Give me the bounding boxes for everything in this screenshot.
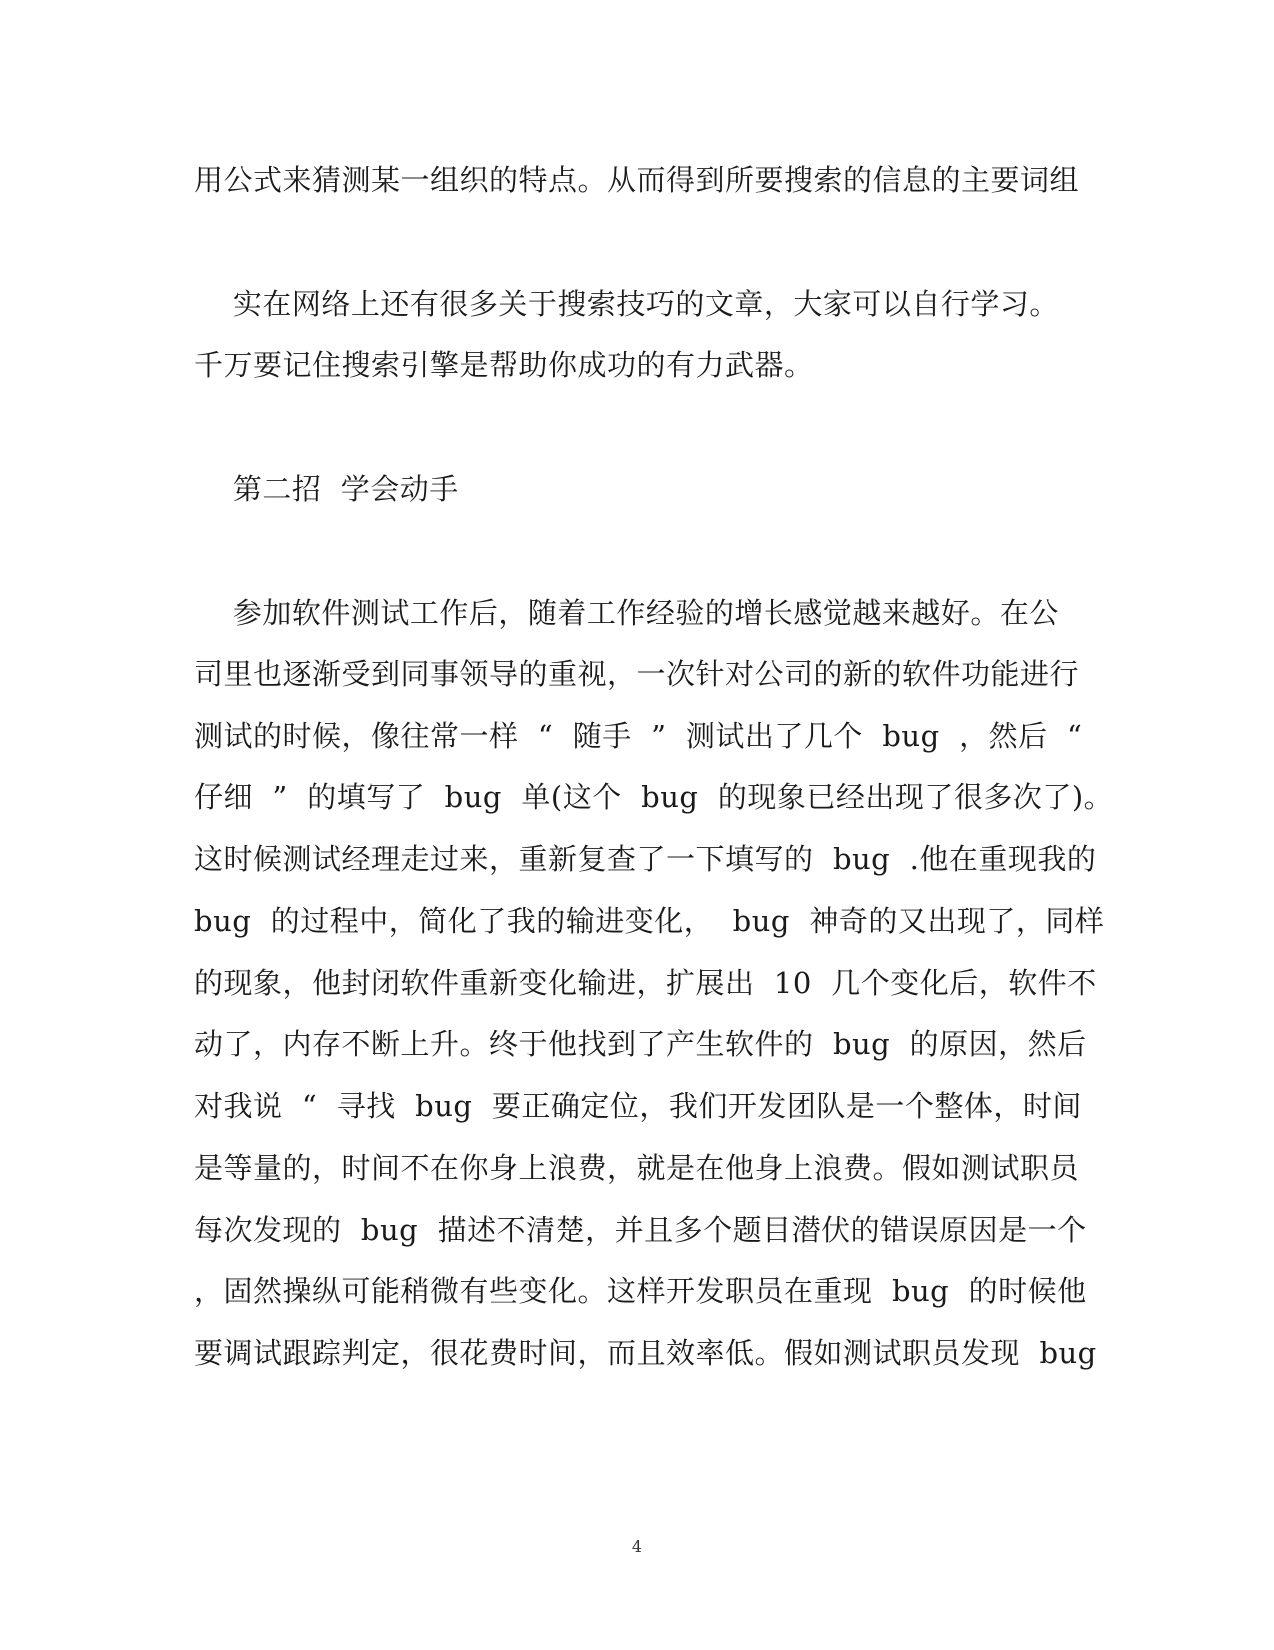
text-line: 仔细 ” 的填写了 bug 单(这个 bug 的现象已经出现了很多次了)。: [194, 780, 1114, 814]
text-line: 要调试跟踪判定，很花费时间，而且效率低。假如测试职员发现 bug: [194, 1336, 1097, 1370]
section-heading: 第二招 学会动手: [194, 472, 459, 506]
text-line: 千万要记住搜索引擎是帮助你成功的有力武器。: [194, 348, 814, 382]
text-line: 对我说 “ 寻找 bug 要正确定位，我们开发团队是一个整体，时间: [194, 1089, 1082, 1123]
text-line: 每次发现的 bug 描述不清楚，并且多个题目潜伏的错误原因是一个: [194, 1213, 1087, 1247]
text-line: 用公式来猜测某一组织的特点。从而得到所要搜索的信息的主要词组: [194, 163, 1080, 197]
text-line: 是等量的，时间不在你身上浪费，就是在他身上浪费。假如测试职员: [194, 1151, 1080, 1185]
text-line: bug 的过程中，简化了我的输进变化， bug 神奇的又出现了，同样: [194, 904, 1105, 938]
text-line: 参加软件测试工作后，随着工作经验的增长感觉越来越好。在公: [194, 596, 1059, 630]
text-line: 司里也逐渐受到同事领导的重视，一次针对公司的新的软件功能进行: [194, 657, 1080, 691]
text-line: ，固然操纵可能稍微有些变化。这样开发职员在重现 bug 的时候他: [194, 1274, 1087, 1308]
page-number: 4: [631, 1537, 643, 1556]
text-line: 动了，内存不断上升。终于他找到了产生软件的 bug 的原因，然后: [194, 1027, 1087, 1061]
text-line: 测试的时候，像往常一样 “ 随手 ” 测试出了几个 bug ，然后 “: [194, 719, 1083, 753]
text-line: 这时候测试经理走过来，重新复查了一下填写的 bug .他在重现我的: [194, 842, 1097, 876]
text-line: 实在网络上还有很多关于搜索技巧的文章，大家可以自行学习。: [194, 287, 1059, 321]
text-line: 的现象，他封闭软件重新变化输进，扩展出 10 几个变化后，软件不: [194, 966, 1097, 1000]
